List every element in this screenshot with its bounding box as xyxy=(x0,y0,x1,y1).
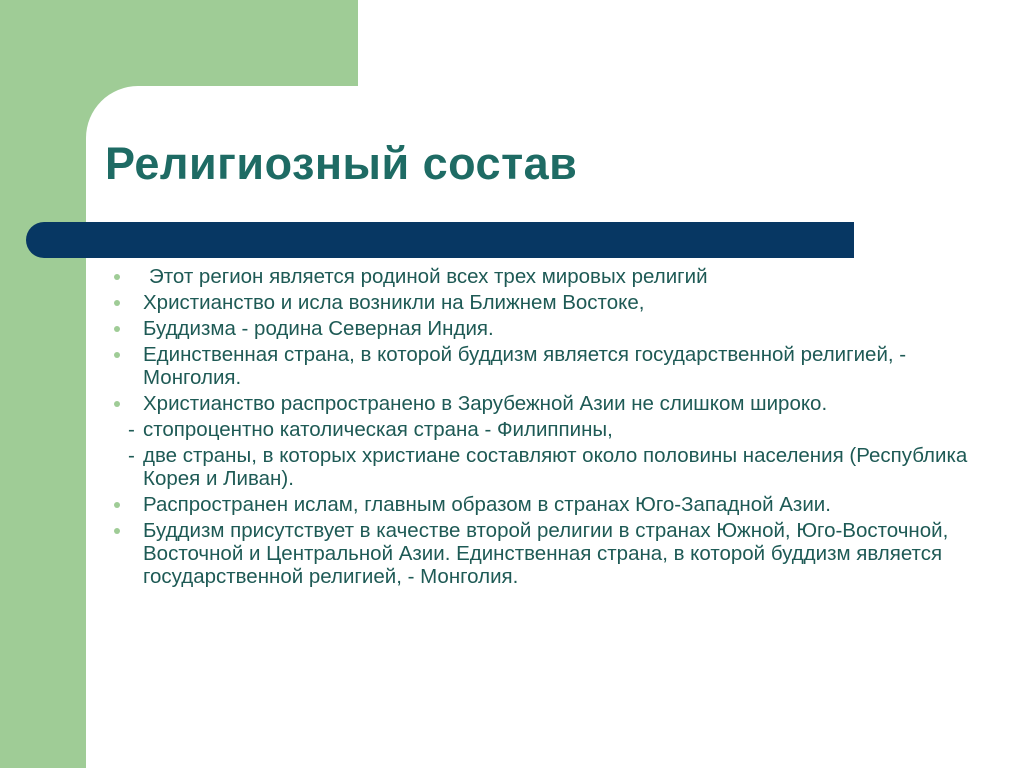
list-item xyxy=(110,392,970,415)
list-item xyxy=(110,291,970,314)
sub-list-item-text: стопроцентно католическая страна - Филиппины, xyxy=(143,418,613,441)
bullet-icon xyxy=(114,300,120,306)
bullet-icon xyxy=(114,326,120,332)
list-item xyxy=(110,265,970,288)
list-item xyxy=(110,519,970,588)
list-item xyxy=(110,317,970,340)
dash-marker: - xyxy=(128,444,135,467)
list-item xyxy=(110,343,970,389)
bullet-icon xyxy=(114,502,120,508)
title-underline-bar xyxy=(26,222,854,258)
list-item xyxy=(110,493,970,516)
bullet-icon xyxy=(114,352,120,358)
list-item-text: Христианство и исла возникли на Ближнем Востоке, xyxy=(143,291,645,314)
list-item-text: Единственная страна, в которой буддизм является государственной религией, - Монголия. xyxy=(143,343,907,389)
sub-list-item xyxy=(110,444,970,490)
list-item-text: Буддизм присутствует в качестве второй религии в странах Южной, Юго-Восточной, Восточной и Центральной Азии. Единственная страна, в которой буддизм является государственной религией, - Монголия. xyxy=(143,519,949,588)
dash-marker: - xyxy=(128,418,135,441)
bullet-icon xyxy=(114,274,120,280)
slide-title: Религиозный состав xyxy=(105,138,578,189)
bullet-icon xyxy=(114,528,120,534)
list-item-text: Этот регион является родиной всех трех мировых религий xyxy=(149,265,708,288)
list-item-text: Буддизма - родина Северная Индия. xyxy=(143,317,494,340)
sub-list-item xyxy=(110,418,970,441)
sub-list-item-text: две страны, в которых христиане составляют около половины населения (Республика Корея и Ливан). xyxy=(143,444,968,490)
bullet-icon xyxy=(114,401,120,407)
list-item-text: Христианство распространено в Зарубежной Азии не слишком широко. xyxy=(143,392,828,415)
bullet-list xyxy=(110,265,970,591)
list-item-text: Распространен ислам, главным образом в странах Юго-Западной Азии. xyxy=(143,493,831,516)
